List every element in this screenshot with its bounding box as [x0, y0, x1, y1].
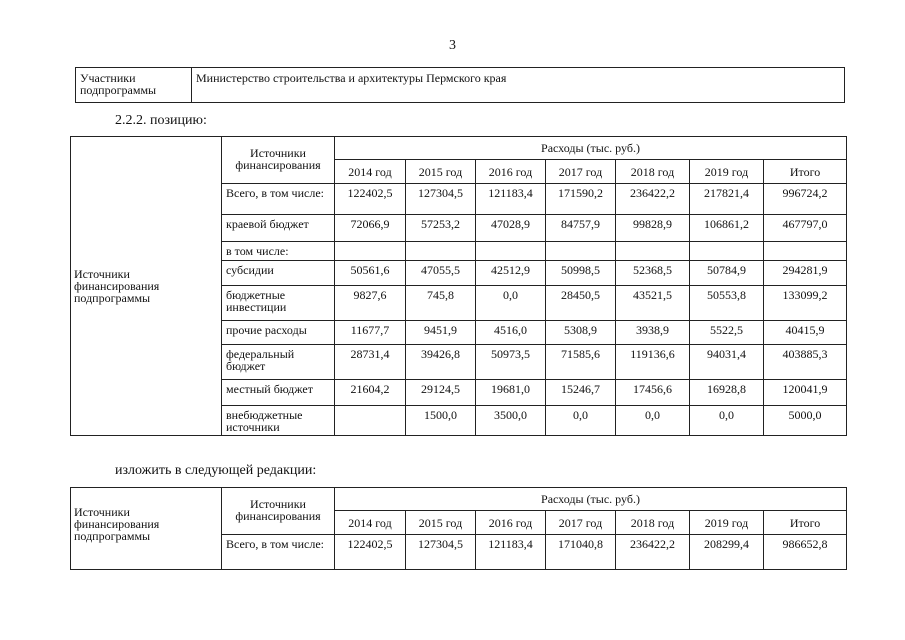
- participants-row: [76, 68, 845, 103]
- value-cell: [335, 406, 406, 436]
- value-cell: 217821,4: [690, 184, 764, 215]
- value-cell: [406, 242, 476, 261]
- value-cell: 120041,9: [764, 380, 847, 406]
- sources-header: Источники финансирования: [222, 488, 335, 535]
- header-row: [71, 488, 847, 511]
- value-cell: 122402,5: [335, 535, 406, 570]
- position-text: 2.2.2. позицию:: [115, 113, 207, 128]
- value-cell: 84757,9: [546, 215, 616, 242]
- value-cell: 208299,4: [690, 535, 764, 570]
- value-cell: 28450,5: [546, 286, 616, 321]
- value-cell: 11677,7: [335, 321, 406, 345]
- value-cell: 40415,9: [764, 321, 847, 345]
- value-cell: [690, 242, 764, 261]
- value-cell: 50784,9: [690, 261, 764, 286]
- row-label: прочие расходы: [222, 321, 335, 345]
- row-label: в том числе:: [222, 242, 335, 261]
- year-header: 2014 год: [335, 511, 406, 535]
- value-cell: 5000,0: [764, 406, 847, 436]
- value-cell: 122402,5: [335, 184, 406, 215]
- year-header: 2017 год: [546, 511, 616, 535]
- value-cell: 47028,9: [476, 215, 546, 242]
- value-cell: 3500,0: [476, 406, 546, 436]
- value-cell: 986652,8: [764, 535, 847, 570]
- restate-text: изложить в следующей редакции:: [115, 463, 317, 478]
- header-row: [71, 137, 847, 160]
- value-cell: [616, 242, 690, 261]
- year-header: 2016 год: [476, 160, 546, 184]
- group-label: Источники финансирования подпрограммы: [71, 137, 222, 436]
- year-header: 2015 год: [406, 511, 476, 535]
- value-cell: 39426,8: [406, 345, 476, 380]
- value-cell: 121183,4: [476, 184, 546, 215]
- year-header: Итого: [764, 160, 847, 184]
- value-cell: 72066,9: [335, 215, 406, 242]
- value-cell: [335, 242, 406, 261]
- value-cell: 50561,6: [335, 261, 406, 286]
- value-cell: 3938,9: [616, 321, 690, 345]
- year-header: 2015 год: [406, 160, 476, 184]
- value-cell: 52368,5: [616, 261, 690, 286]
- value-cell: 996724,2: [764, 184, 847, 215]
- value-cell: 0,0: [690, 406, 764, 436]
- financing-table-current: [70, 136, 847, 436]
- value-cell: 127304,5: [406, 184, 476, 215]
- row-label: внебюджетные источники: [222, 406, 335, 436]
- expenses-header: Расходы (тыс. руб.): [335, 488, 847, 511]
- row-label: краевой бюджет: [222, 215, 335, 242]
- row-label: Всего, в том числе:: [222, 535, 335, 570]
- value-cell: 28731,4: [335, 345, 406, 380]
- year-header: 2016 год: [476, 511, 546, 535]
- value-cell: 1500,0: [406, 406, 476, 436]
- value-cell: 43521,5: [616, 286, 690, 321]
- value-cell: 403885,3: [764, 345, 847, 380]
- value-cell: 99828,9: [616, 215, 690, 242]
- participants-table: [75, 67, 845, 103]
- value-cell: 50998,5: [546, 261, 616, 286]
- value-cell: 236422,2: [616, 184, 690, 215]
- year-header: 2017 год: [546, 160, 616, 184]
- value-cell: 57253,2: [406, 215, 476, 242]
- value-cell: [764, 242, 847, 261]
- value-cell: 0,0: [476, 286, 546, 321]
- value-cell: [476, 242, 546, 261]
- row-label: местный бюджет: [222, 380, 335, 406]
- sources-header: Источники финансирования: [222, 137, 335, 184]
- value-cell: 121183,4: [476, 535, 546, 570]
- year-header: Итого: [764, 511, 847, 535]
- year-header: 2019 год: [690, 511, 764, 535]
- value-cell: 5308,9: [546, 321, 616, 345]
- value-cell: 4516,0: [476, 321, 546, 345]
- value-cell: 0,0: [616, 406, 690, 436]
- value-cell: 29124,5: [406, 380, 476, 406]
- value-cell: 106861,2: [690, 215, 764, 242]
- group-label: Источники финансирования подпрограммы: [71, 488, 222, 570]
- value-cell: 71585,6: [546, 345, 616, 380]
- financing-table-new: [70, 487, 847, 570]
- value-cell: 0,0: [546, 406, 616, 436]
- row-label: федеральный бюджет: [222, 345, 335, 380]
- value-cell: [546, 242, 616, 261]
- year-header: 2019 год: [690, 160, 764, 184]
- value-cell: 16928,8: [690, 380, 764, 406]
- value-cell: 467797,0: [764, 215, 847, 242]
- row-label: бюджетные инвестиции: [222, 286, 335, 321]
- participants-value: Министерство строительства и архитектуры Пермского края: [192, 68, 845, 103]
- year-header: 2014 год: [335, 160, 406, 184]
- value-cell: 50973,5: [476, 345, 546, 380]
- value-cell: 17456,6: [616, 380, 690, 406]
- value-cell: 50553,8: [690, 286, 764, 321]
- value-cell: 47055,5: [406, 261, 476, 286]
- year-header: 2018 год: [616, 511, 690, 535]
- page-number: 3: [449, 38, 456, 53]
- value-cell: 127304,5: [406, 535, 476, 570]
- value-cell: 19681,0: [476, 380, 546, 406]
- row-label: Всего, в том числе:: [222, 184, 335, 215]
- value-cell: 119136,6: [616, 345, 690, 380]
- value-cell: 294281,9: [764, 261, 847, 286]
- value-cell: 171590,2: [546, 184, 616, 215]
- value-cell: 236422,2: [616, 535, 690, 570]
- value-cell: 171040,8: [546, 535, 616, 570]
- value-cell: 745,8: [406, 286, 476, 321]
- row-label: субсидии: [222, 261, 335, 286]
- value-cell: 9827,6: [335, 286, 406, 321]
- value-cell: 15246,7: [546, 380, 616, 406]
- value-cell: 5522,5: [690, 321, 764, 345]
- value-cell: 133099,2: [764, 286, 847, 321]
- year-header: 2018 год: [616, 160, 690, 184]
- value-cell: 94031,4: [690, 345, 764, 380]
- value-cell: 21604,2: [335, 380, 406, 406]
- value-cell: 42512,9: [476, 261, 546, 286]
- expenses-header: Расходы (тыс. руб.): [335, 137, 847, 160]
- value-cell: 9451,9: [406, 321, 476, 345]
- participants-label: Участники подпрограммы: [76, 68, 192, 103]
